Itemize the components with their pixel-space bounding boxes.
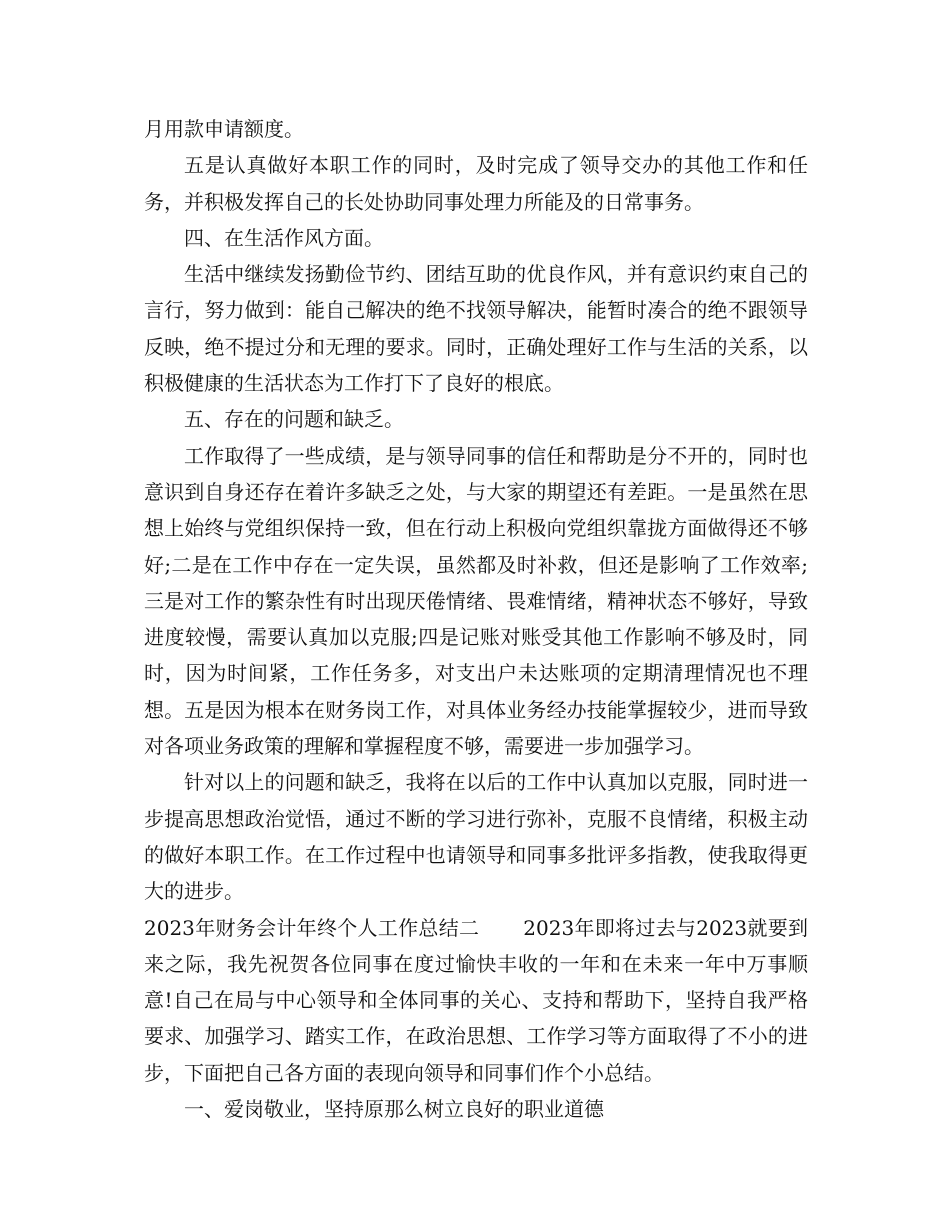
paragraph-summary-two (144, 910, 808, 1091)
section-heading-problems: 五、存在的问题和缺乏。 (184, 407, 404, 432)
document-body (144, 111, 808, 1127)
paragraph-improvement: 针对以上的问题和缺乏，我将在以后的工作中认真加以克服，同时进一步提高思想政治觉悟，通过不断的学习进行弥补，克服不良情绪，积极主动的做好本职工作。在工作过程中也请领导和同事多批评多指教，使我取得更大的进步。 (144, 770, 808, 904)
paragraph-problems: 工作取得了一些成绩，是与领导同事的信任和帮助是分不开的，同时也意识到自身还存在着许多缺乏之处，与大家的期望还有差距。一是虽然在思想上始终与党组织保持一致，但在行动上积极向党组织靠拢方面做得还不够好;二是在工作中存在一定失误，虽然都及时补救，但还是影响了工作效率;三是对工作的繁杂性有时出现厌倦情绪、畏难情绪，精神状态不够好，导致进度较慢，需要认真加以克服;四是记账对账受其他工作影响不够及时，同时，因为时间紧，工作任务多，对支出户未达账项的定期清理情况也不理想。五是因为根本在财务岗工作，对具体业务经办技能掌握较少，进而导致对各项业务政策的理解和掌握程度不够，需要进一步加强学习。 (144, 443, 808, 759)
paragraph-lifestyle: 生活中继续发扬勤俭节约、团结互助的优良作风，并有意识约束自己的言行，努力做到：能自己解决的绝不找领导解决，能暂时凑合的绝不跟领导反映，绝不提过分和无理的要求。同时，正确处理好工作与生活的关系，以积极健康的生活状态为工作打下了良好的根底。 (144, 262, 808, 396)
section-heading-lifestyle: 四、在生活作风方面。 (184, 225, 384, 250)
paragraph-duty-item-five: 五是认真做好本职工作的同时，及时完成了领导交办的其他工作和任务，并积极发挥自己的长处协助同事处理力所能及的日常事务。 (144, 153, 808, 214)
section-heading-professional-ethics: 一、爱岗敬业，坚持原那么树立良好的职业道德 (184, 1097, 604, 1122)
summary-two-title: 2023年财务会计年终个人工作总结二 (144, 915, 480, 940)
paragraph-continuation: 月用款申请额度。 (144, 117, 304, 141)
summary-two-intro: 2023年即将过去与2023就要到来之际，我先祝贺各位同事在度过愉快丰收的一年和在未来一年中万事顺意!自己在局与中心领导和全体同事的关心、支持和帮助下，坚持自我严格要求、加强学习、踏实工作，在政治思想、工作学习等方面取得了不小的进步，下面把自己各方面的表现向领导和同事们作个小总结。 (144, 915, 808, 1085)
